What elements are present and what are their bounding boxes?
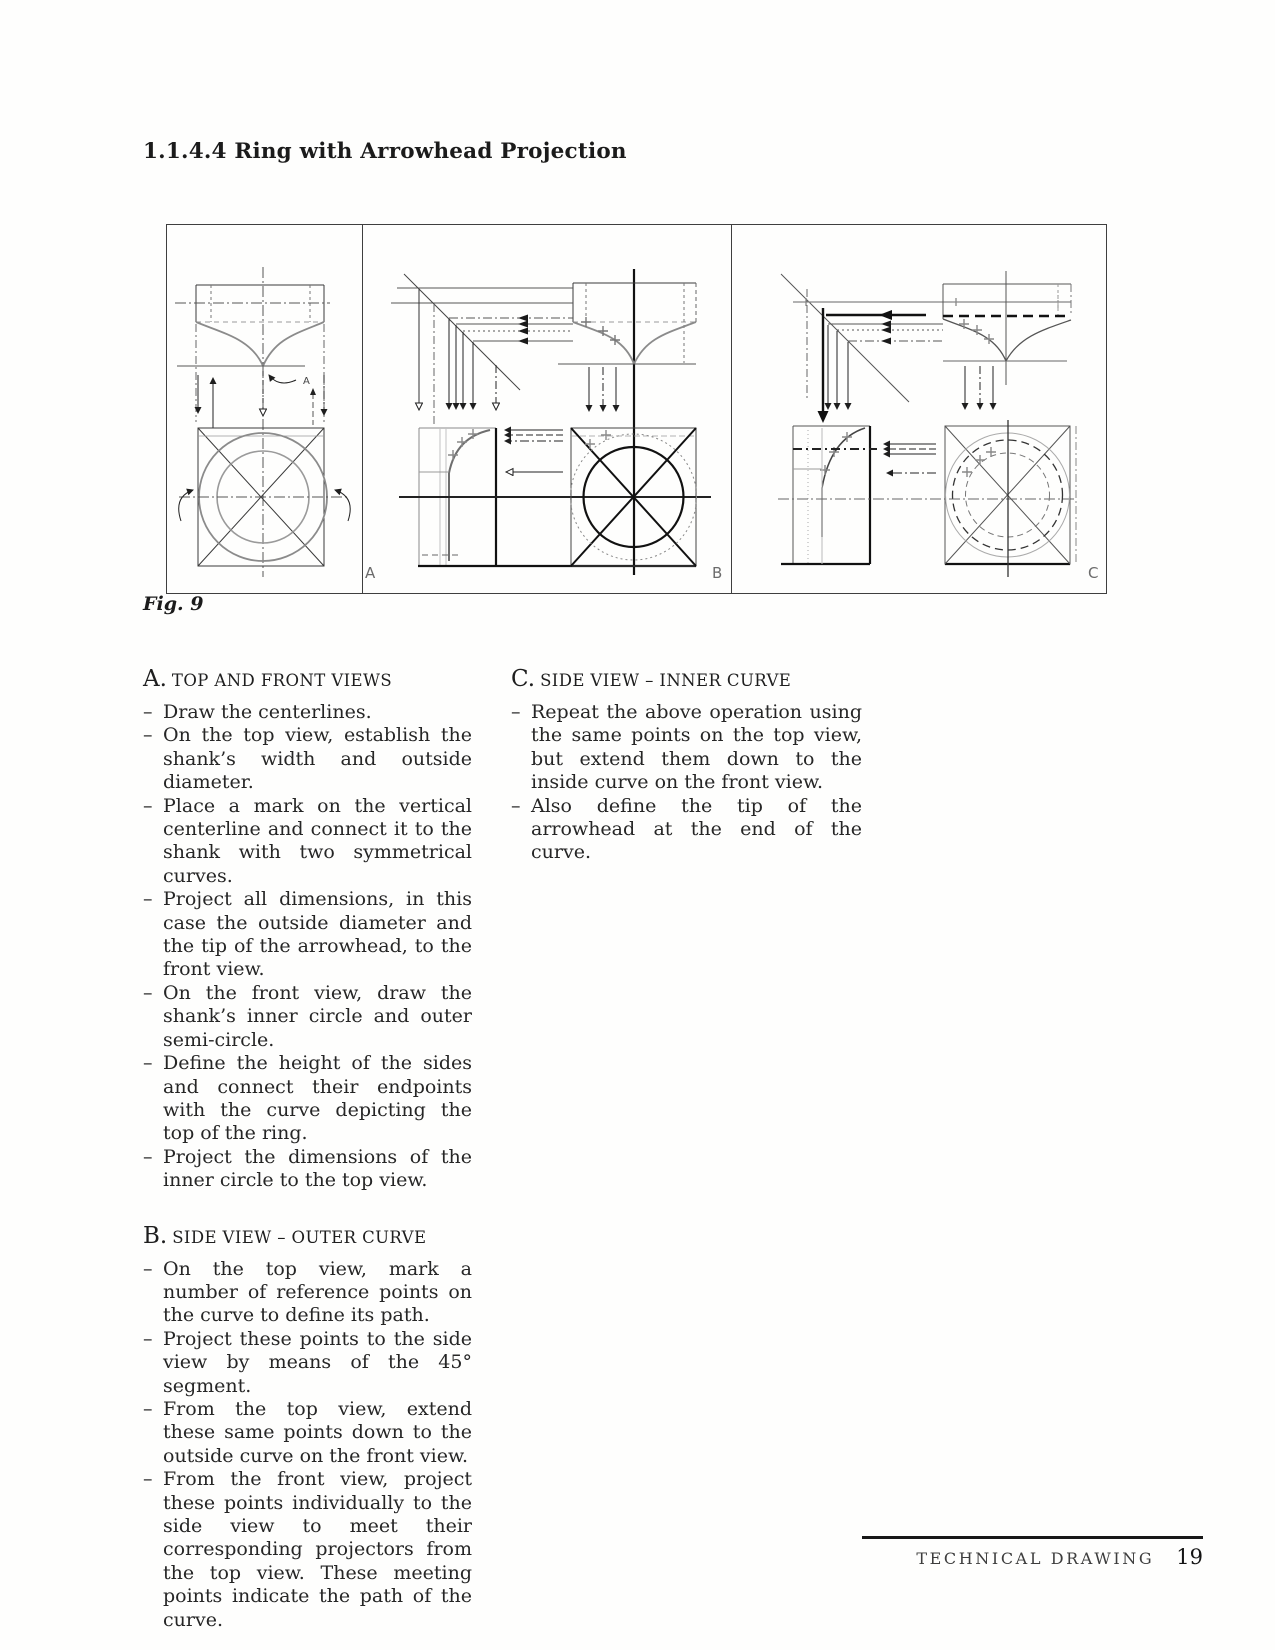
footer-rule — [862, 1536, 1203, 1539]
panel-divider-ab — [362, 225, 363, 593]
bullet-dash: – — [143, 1327, 153, 1350]
bullet-text: From the top view, extend these same points down to the outside curve on the front view. — [163, 1397, 472, 1467]
panel-b-drawing — [362, 225, 731, 593]
panel-a-drawing — [167, 225, 362, 593]
footer-page-number: 19 — [1176, 1545, 1203, 1569]
list-item — [143, 795, 472, 889]
side-projection-arrows — [505, 367, 616, 472]
panel-divider-bc — [731, 225, 732, 593]
bullet-text: Draw the centerlines. — [163, 701, 372, 723]
bullet-text: Also define the tip of the arrowhead at the end of the curve. — [531, 794, 862, 864]
footer-book-title: TECHNICAL DRAWING — [916, 1549, 1155, 1568]
front-view — [558, 283, 696, 364]
section-a-heading — [143, 664, 472, 692]
front-view-point-label: A — [303, 376, 310, 387]
bullet-text: Project the dimensions of the inner circle to the top view. — [163, 1145, 472, 1192]
panel-label-b: B — [712, 564, 723, 582]
bullet-dash: – — [511, 794, 521, 817]
bullet-text: On the top view, mark a number of reference points on the curve to define its path. — [163, 1257, 472, 1327]
bullet-dash: – — [143, 1397, 153, 1420]
bullet-dash: – — [143, 981, 153, 1004]
panel-label-a: A — [365, 564, 376, 582]
footer — [653, 1545, 1203, 1569]
drop-arrows — [419, 289, 496, 427]
bullet-text: On the top view, establish the shank’s width and outside diameter. — [163, 724, 472, 794]
bullet-dash: – — [143, 1145, 153, 1168]
list-item — [143, 1052, 472, 1146]
section-a-title: TOP AND FRONT VIEWS — [171, 671, 393, 690]
list-item — [511, 795, 862, 865]
front-view — [943, 271, 1071, 409]
projection-to-45-line — [781, 274, 1071, 423]
section-c — [511, 664, 862, 865]
bullet-dash: – — [143, 701, 153, 723]
section-b — [143, 1221, 472, 1633]
bullet-dash: – — [143, 1257, 153, 1280]
bullet-dash: – — [143, 1468, 153, 1491]
section-c-heading — [511, 664, 862, 692]
section-b-heading — [143, 1221, 472, 1249]
bullet-dash: – — [511, 701, 521, 723]
list-item — [143, 982, 472, 1052]
bullet-dash: – — [143, 888, 153, 911]
bullet-text: Place a mark on the vertical centerline and connect it to the shank with two symmetrical curves. — [163, 794, 472, 887]
section-c-title: SIDE VIEW – INNER CURVE — [540, 671, 792, 690]
list-item — [143, 1398, 472, 1468]
section-b-title: SIDE VIEW – OUTER CURVE — [172, 1227, 427, 1247]
panel-label-c: C — [1088, 564, 1099, 582]
bullet-text: On the front view, draw the shank’s inner circle and outer semi-circle. — [163, 981, 472, 1051]
list-item — [143, 1468, 472, 1632]
section-c-letter: C. — [511, 666, 536, 692]
bullet-dash: – — [143, 1052, 153, 1075]
page-title: 1.1.4.4 Ring with Arrowhead Projection — [143, 139, 627, 164]
list-item — [143, 888, 472, 982]
figure-caption: Fig. 9 — [143, 593, 204, 615]
diagonal-45-line — [404, 274, 520, 390]
column-left — [143, 664, 472, 1632]
side-projection-arrows — [884, 444, 936, 473]
column-right — [511, 664, 862, 865]
bullet-text: Define the height of the sides and connect their endpoints with the curve depicting the top of the ring. — [163, 1052, 472, 1145]
top-view — [179, 428, 350, 566]
list-item — [143, 1146, 472, 1193]
projection-to-45-line — [391, 274, 573, 390]
list-item — [143, 1258, 472, 1328]
bullet-text: From the front view, project these points individually to the side view to meet their corresponding projectors from the top view. These meeting points indicate the path of the curve. — [163, 1468, 472, 1631]
list-item — [143, 724, 472, 794]
section-b-letter: B. — [143, 1222, 168, 1249]
list-item — [511, 701, 862, 795]
figure-9 — [166, 224, 1107, 594]
section-a-letter: A. — [143, 666, 167, 692]
bullet-text: Project these points to the side view by means of the 45° segment. — [163, 1327, 472, 1397]
bullet-dash: – — [143, 794, 153, 817]
list-item — [143, 701, 472, 724]
panel-c-drawing — [731, 225, 1106, 593]
bullet-text: Project all dimensions, in this case the outside diameter and the tip of the arrowhead, to the front view. — [163, 888, 472, 981]
section-a — [143, 664, 472, 1193]
side-view — [781, 426, 877, 564]
bullet-dash: – — [143, 724, 153, 747]
list-item — [143, 1328, 472, 1398]
bullet-text: Repeat the above operation using the same points on the top view, but extend them down to the inside curve on the front view. — [531, 701, 862, 794]
